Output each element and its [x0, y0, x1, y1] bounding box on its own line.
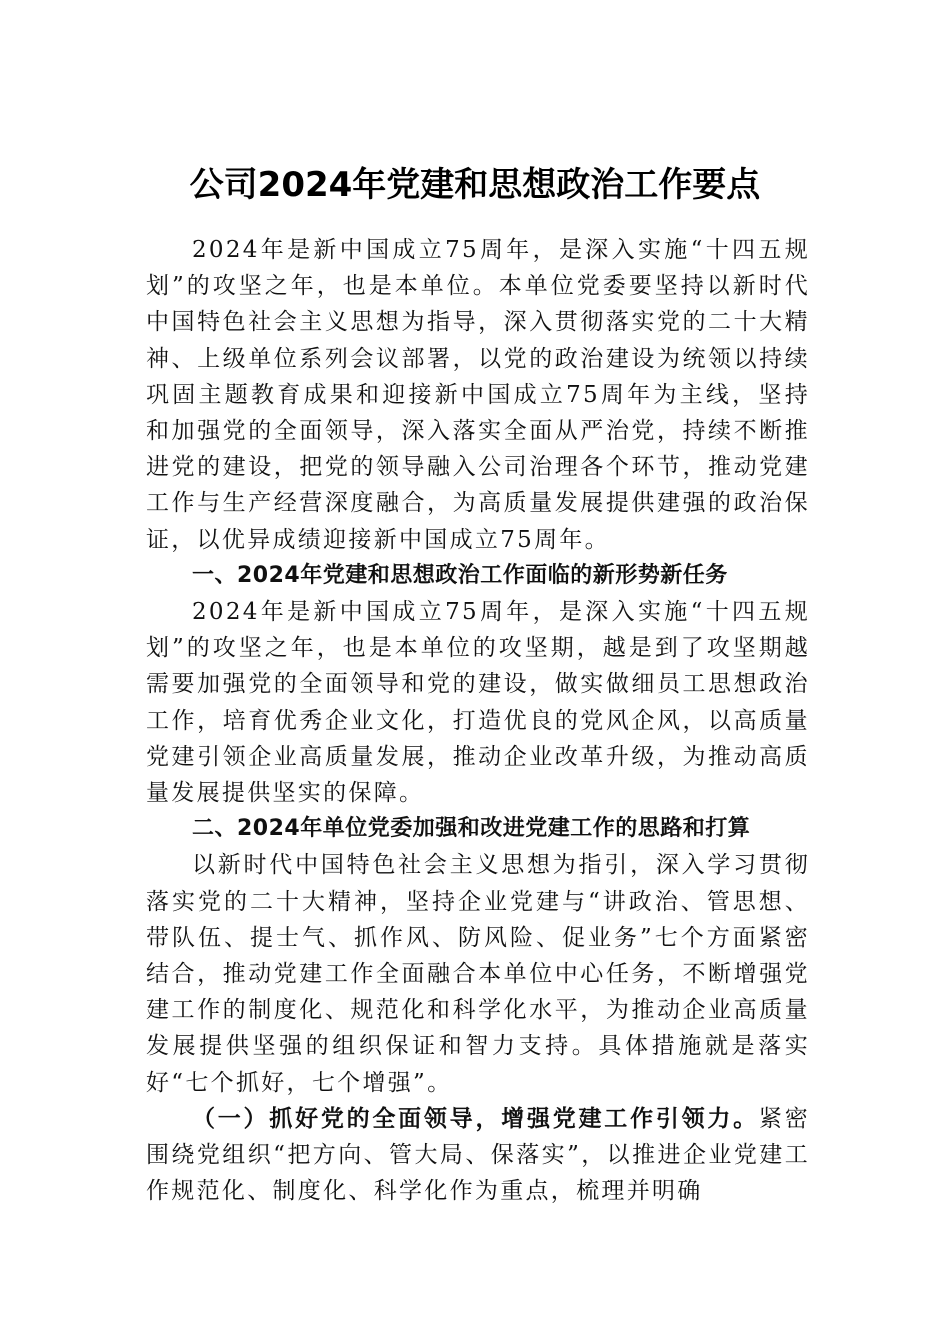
- item-1-lead: （一）抓好党的全面领导，增强党建工作引领力。: [192, 1104, 759, 1132]
- intro-paragraph: 2024年是新中国成立75周年，是深入实施“十四五规划”的攻坚之年，也是本单位。本单位党委要坚持以新时代中国特色社会主义思想为指导，深入贯彻落实党的二十大精神、上级单位系列会议部署，以党的政治建设为统领以持续巩固主题教育成果和迎接新中国成立75周年为主线，坚持和加强党的全面领导，深入落实全面从严治党，持续不断推进党的建设，把党的领导融入公司治理各个环节，推动党建工作与生产经营深度融合，为高质量发展提供建强的政治保证，以优异成绩迎接新中国成立75周年。: [146, 237, 810, 553]
- section-1-heading: 一、2024年党建和思想政治工作面临的新形势新任务: [192, 562, 728, 588]
- document-title: 公司2024年党建和思想政治工作要点: [189, 165, 761, 205]
- section-1-paragraph: 2024年是新中国成立75周年，是深入实施“十四五规划”的攻坚之年，也是本单位的攻坚期，越是到了攻坚期越需要加强党的全面领导和党的建设，做实做细员工思想政治工作，培育优秀企业文化，打造优良的党风企风，以高质量党建引领企业高质量发展，推动企业改革升级，为推动高质量发展提供坚实的保障。: [146, 599, 810, 807]
- section-2-heading: 二、2024年单位党委加强和改进党建工作的思路和打算: [192, 816, 751, 842]
- item-1-body: 紧密围绕党组织“把方向、管大局、保落实”，以推进企业党建工作规范化、制度化、科学化作为重点，梳理并明确: [146, 1105, 810, 1205]
- item-1-paragraph: [146, 1101, 810, 1210]
- section-2-paragraph: 以新时代中国特色社会主义思想为指引，深入学习贯彻落实党的二十大精神，坚持企业党建与“讲政治、管思想、带队伍、提士气、抓作风、防风险、促业务”七个方面紧密结合，推动党建工作全面融合本单位中心任务，不断增强党建工作的制度化、规范化和科学化水平，为推动企业高质量发展提供坚强的组织保证和智力支持。具体措施就是落实好“七个抓好，七个增强”。: [146, 852, 810, 1096]
- document-body: [146, 232, 810, 1209]
